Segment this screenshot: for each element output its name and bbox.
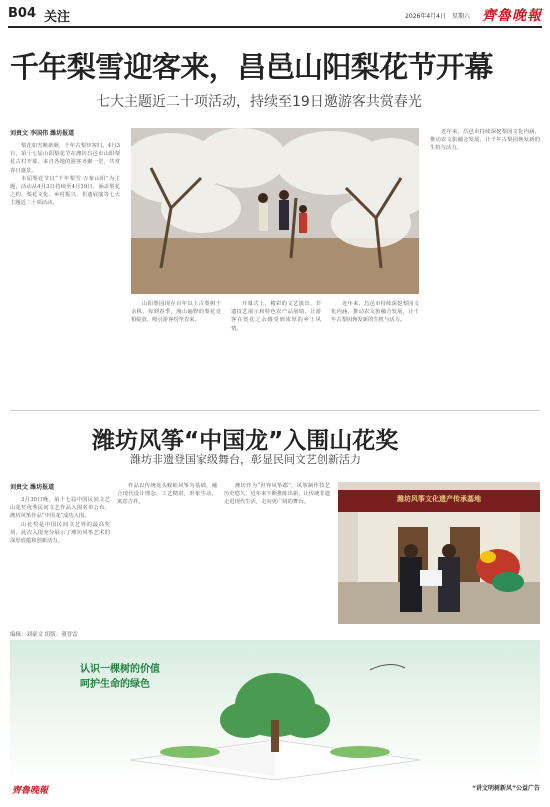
article2-column-2 (117, 482, 217, 624)
pear-blossom-photo-image (131, 128, 419, 294)
article2-column-3 (224, 482, 330, 624)
section-name: 关注 (44, 10, 71, 25)
article1-paragraph: 本届梨花节以“千年梨雪·万象山阳”为主题，活动从4月3日持续至4月19日，涵盖梨花之约、梨花文化、乡村振兴、非遗展演等七大主题近二十项活动。 (10, 175, 120, 207)
issue-weekday: 星期六 (451, 13, 470, 20)
newspaper-logo: 齊魯晚報 (482, 8, 542, 24)
article1-column-4 (331, 300, 419, 404)
article1-paragraph: 梨花如雪映新颜，千年古梨待客归。4月3日，第十七届山阳梨花节在潍坊昌邑市山阳梨花古村开幕，来自各地的游客齐聚一堂，共赏春日盛景。 (10, 143, 120, 174)
ad-slogan-line2: 呵护生命的绿色 (80, 679, 150, 690)
page-number: B04 (8, 6, 36, 21)
issue-date: 2026年4月4日 (405, 13, 446, 20)
pear-blossom-photo (131, 128, 419, 294)
article1-paragraph: 近年来，昌邑市持续深挖梨园文化内涵，推动农文旅融合发展，让千年古梨园焕发新的生机与活力。 (430, 129, 540, 152)
article2-paragraph: 潍坊作为“世界风筝都”，风筝制作技艺历史悠久，近年来不断推陈出新，让传统非遗走进现代生活，走向更广阔的舞台。 (224, 483, 330, 506)
article2-byline: 刘贵文 潍坊报道 (10, 484, 55, 491)
article1-column-3 (231, 300, 321, 404)
ad-slogan-line1: 认识一棵树的价值 (80, 664, 160, 675)
article1-paragraph: 近年来，昌邑市持续深挖梨园文化内涵，推动农文旅融合发展，让千年古梨园焕发新的生机与活力。 (331, 301, 419, 324)
kite-award-photo (338, 482, 540, 624)
article1-byline: 刘贵文 李国伟 潍坊报道 (10, 130, 75, 137)
footer-logo: 齊魯晚報 (12, 786, 49, 796)
article2-column-1 (10, 496, 110, 624)
article2-paragraph: 山花奖是中国民间文艺界的最高奖项，此次入围充分展示了潍坊风筝艺术的深厚底蕴和创新活力。 (10, 521, 110, 545)
section-divider (10, 410, 540, 411)
article1-headline: 千年梨雪迎客来，昌邑山阳梨花节开幕 (10, 50, 493, 84)
article1-subheadline: 七大主题近二十项活动，持续至19日邀游客共赏春光 (96, 94, 422, 110)
article2-subheadline: 潍坊非遗登国家级舞台，彰显民间文艺创新活力 (130, 453, 361, 466)
editor-credits: 编辑：刘豪文 组版：董晋雷 (10, 632, 78, 638)
article1-paragraph: 山阳梨园现存百年以上古梨树千余株，每到春季，漫山遍野的梨花竞相绽放，吸引游客纷至沓来。 (131, 301, 221, 324)
heritage-base-sign: 潍坊风筝文化遗产传承基地 (397, 495, 481, 503)
footer-campaign-note: “讲文明树新风”公益广告 (472, 785, 540, 792)
article2-headline: 潍坊风筝“中国龙”入围山花奖 (92, 428, 399, 454)
page-header (8, 4, 542, 28)
article2-paragraph: 作品以传统龙头蜈蚣风筝为基础，融合现代设计理念，工艺精湛，形象生动，寓意吉祥。 (117, 483, 217, 506)
article1-column-2 (131, 300, 221, 404)
article2-paragraph: 3月30日晚，第十七届中国民间文艺山花奖优秀民间文艺作品入围名单公布，潍坊风筝作品“中国龙”成功入围。 (10, 497, 110, 520)
article1-paragraph: 开幕式上，精彩的文艺演出、非遗技艺展示和特色农产品展销，让游客在赏花之余感受到浓厚的乡土风情。 (231, 301, 321, 332)
article1-column-1 (10, 142, 120, 404)
article1-column-5 (430, 128, 540, 404)
